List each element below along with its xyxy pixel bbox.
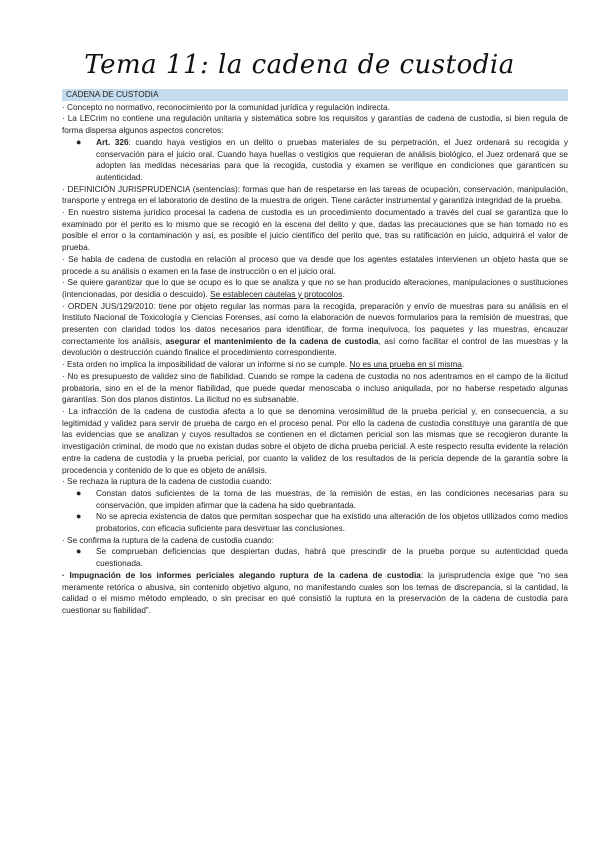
bullet-icon: ● xyxy=(76,487,82,498)
article-label: Art. 326 xyxy=(96,137,129,147)
confirmation-list xyxy=(62,546,568,569)
paragraph-system: · En nuestro sistema jurídico procesal la cadena de custodia es un procedimiento documentado a través del cual se garantiza que lo examinado por el perito es lo mismo que se recogió en la escena del delito y que, dadas las precauciones que se han tomado no es posible el error o la contaminación y así, es posible el juicio científico del perito que, tras su ratificación en juicio, adquirirá el valor de prueba. xyxy=(62,208,568,253)
list-item-text: Constan datos suficientes de la toma de las muestras, de la remisión de estas, en las condiciones necesarias para su conservación, que impiden afirmar que la cadena ha sido quebrantada. xyxy=(96,488,568,510)
paragraph-definition: · DEFINICIÓN JURISPRUDENCIA (sentencias): formas que han de respetarse en las tareas de ocupación, conservación, manipulación, transporte y entrega en el laboratorio de destino de la muestra de origen. Tiene carácter instrumental y garantiza integridad de la prueba. xyxy=(62,184,568,206)
list-item-text: Se comprueban deficiencias que despiertan dudas, habrá que prescindir de la prueba porque su autenticidad queda cuestionada. xyxy=(96,547,568,569)
bold-impugnation: · Impugnación de los informes periciales alegando ruptura de la cadena de custodia xyxy=(62,570,421,580)
bullet-icon: ● xyxy=(76,136,82,147)
paragraph-guarantee xyxy=(62,277,568,300)
paragraph-impugnation xyxy=(62,570,568,617)
underlined-no-prueba: No es una prueba en sí misma xyxy=(349,360,462,370)
paragraph-concept: · Concepto no normativo, reconocimiento por la comunidad jurídica y regulación indirecta. xyxy=(62,102,390,112)
document-body xyxy=(62,89,568,617)
list-item xyxy=(62,511,568,534)
paragraph-orden xyxy=(62,301,568,360)
bullet-icon: ● xyxy=(76,511,82,522)
paragraph-confirmed: · Se confirma la ruptura de la cadena de custodia cuando: xyxy=(62,535,274,545)
section-heading: CADENA DE CUSTODIA xyxy=(62,89,568,101)
paragraph-orden-text: · ORDEN JUS/129/2010: tiene por objeto regular las normas para la recogida, preparación y envío de muestras para su análisis en el Instituto Nacional de Toxicología y Ciencias Forenses, así como la elaboración de nuevos formularios para la remisión de muestras, que presenten con claridad todos los datos necesarios para identificar, de forma inequívoca, los paquetes y las muestras, encauzar correctamente los análisis, xyxy=(62,301,568,346)
underlined-cautelas: Se establecen cautelas y protocolos xyxy=(210,289,343,299)
article-list xyxy=(62,137,568,184)
page-title: Tema 11: la cadena de custodia xyxy=(84,50,515,80)
list-item xyxy=(62,546,568,569)
paragraph-process: · Se habla de cadena de custodia en relación al proceso que va desde que los agentes estatales intervienen un objeto hasta que se procede a su análisis o examen en la fase de instrucción o en el juicio oral. xyxy=(62,254,568,276)
paragraph-lecrim: · La LECrim no contiene una regulación unitaria y sistemática sobre los requisitos y garantías de cadena de custodia, si bien regula de forma dispersa algunos aspectos concretos: xyxy=(62,114,568,136)
paragraph-valuation xyxy=(62,359,568,371)
list-item-text: No se aprecia existencia de datos que permitan sospechar que ha existido una alteración de los objetos utilizados como medios probatorios, con eficacia suficiente para desvirtuar las conclusiones. xyxy=(96,512,568,534)
paragraph-valuation-end: . xyxy=(461,360,465,370)
paragraph-rejected: · Se rechaza la ruptura de la cadena de custodia cuando: xyxy=(62,477,272,487)
paragraph-infraction: · La infracción de la cadena de custodia afecta a lo que se denomina verosimilitud de la prueba pericial y, en consecuencia, a su legitimidad y validez para servir de prueba de cargo en el proceso penal. Por ello la cadena de custodia constituye una garantía de que las evidencias que se analizan y cuyos resultados se contienen en el dictamen pericial son las mismas que se recogieron durante la investigación criminal, de modo que no existan dudas sobre el objeto de dicha prueba pericial. A este respecto resulta evidente la relación entre la cadena de custodia y la prueba pericial, por cuanto la validez de los resultados de la pericia depende de la garantía sobre la procedencia y contenido de lo que es objeto de análisis. xyxy=(62,406,568,475)
article-text: : cuando haya vestigios en un delito o pruebas materiales de su perpetración, el Juez ordenará su recogida y conservación para el juicio oral. Cuando haya huellas o vestigios que requieran de análisis biológico, el Juez ordenará que se adopten las medidas necesarias para que la recogida, custodia y examen se verifique en condiciones que garanticen su autenticidad. xyxy=(96,137,568,182)
bold-custodia: asegurar el mantenimiento de la cadena de custodia xyxy=(165,336,379,346)
paragraph-valuation-text: · Esta orden no implica la imposibilidad de valorar un informe si no se cumple. xyxy=(62,360,350,370)
paragraph-guarantee-text: · Se quiere garantizar que lo que se ocupo es lo que se analiza y que no se han producido alteraciones, manipulaciones o sustituciones (intencionadas, por desidia o descuido). xyxy=(62,278,568,299)
paragraph-impugnation-text: : la jurisprudencia exige que “no sea meramente retórica o abusiva, sin contenido objetivo alguno, no manifestando cuales son los temas de discrepancia, si la cantidad, la calidad o el mismo método empleado, o sin precisar en qué consistió la ruptura en la preservación de la cadena de custodia para cuestionar su fiabilidad”. xyxy=(62,570,568,615)
paragraph-reliability: · No es presupuesto de validez sino de fiabilidad. Cuando se rompe la cadena de custodia no nos adentramos en el campo de la ilicitud probatoria, sino en el de la menor fiabilidad, que puede quedar menoscaba o incluso aniquilada, por no haberse respetado algunas garantías. Son dos planos distintos. La ilicitud no es subsanable. xyxy=(62,371,568,405)
rejection-list xyxy=(62,488,568,535)
list-item-art-326 xyxy=(62,137,568,184)
bullet-icon: ● xyxy=(76,546,82,557)
list-item xyxy=(62,488,568,511)
paragraph-orden-end: , así como facilitar el control de las muestras y la devolución o destrucción cuando finalice el procedimiento correspondiente. xyxy=(62,336,568,358)
paragraph-guarantee-end: . xyxy=(342,289,345,299)
